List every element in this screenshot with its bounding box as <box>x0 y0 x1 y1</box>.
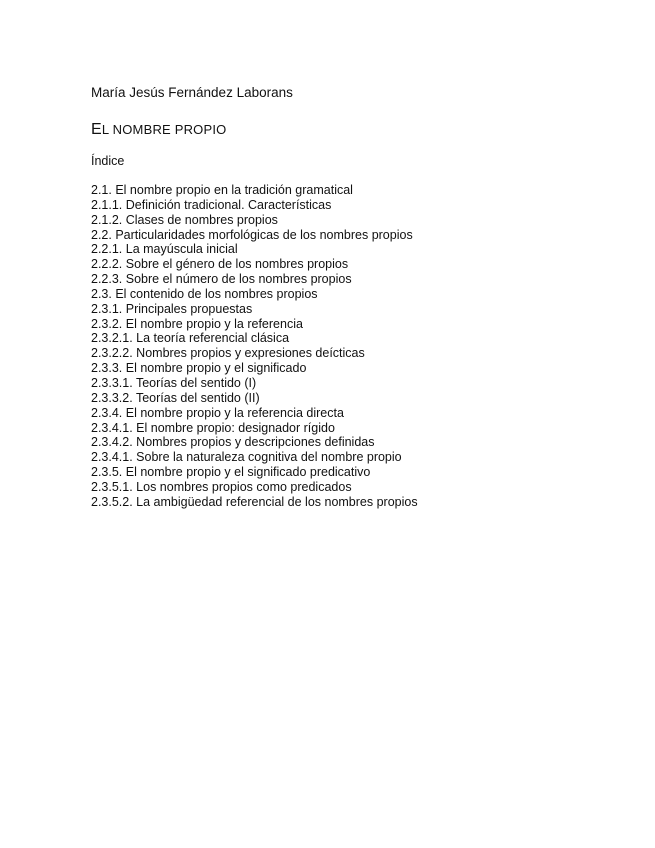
table-of-contents <box>91 183 418 510</box>
toc-entry: 2.3.2.2. Nombres propios y expresiones deícticas <box>91 346 365 361</box>
toc-entry: 2.2.1. La mayúscula inicial <box>91 242 238 257</box>
toc-entry: 2.3.1. Principales propuestas <box>91 301 253 316</box>
toc-entry: 2.3.5.2. La ambigüedad referencial de los nombres propios <box>91 494 418 509</box>
toc-entry: 2.1. El nombre propio en la tradición gramatical <box>91 183 353 197</box>
toc-entry: 2.3.4.2. Nombres propios y descripciones definidas <box>91 435 375 450</box>
title-first-word-rest: L <box>101 122 113 137</box>
toc-entry: 2.2.2. Sobre el género de los nombres propios <box>91 257 349 272</box>
author-name: María Jesús Fernández Laborans <box>91 85 293 100</box>
toc-entry: 2.3.4.1. El nombre propio: designador rígido <box>91 420 335 435</box>
toc-entry: 2.3.4. El nombre propio y la referencia directa <box>91 405 344 420</box>
toc-entry: 2.3.3.1. Teorías del sentido (I) <box>91 375 257 390</box>
title-initial: E <box>91 121 102 138</box>
toc-entry: 2.3.3. El nombre propio y el significado <box>91 361 307 376</box>
document-title <box>91 120 226 139</box>
toc-entry: 2.1.2. Clases de nombres propios <box>91 212 278 227</box>
toc-entry: 2.3.2.1. La teoría referencial clásica <box>91 331 290 346</box>
toc-entry: 2.2.3. Sobre el número de los nombres propios <box>91 272 352 287</box>
toc-entry: 2.2. Particularidades morfológicas de los nombres propios <box>91 227 413 242</box>
toc-entry: 2.3.4.1. Sobre la naturaleza cognitiva del nombre propio <box>91 450 402 465</box>
toc-entry: 2.1.1. Definición tradicional. Características <box>91 197 332 212</box>
title-rest: NOMBRE PROPIO <box>112 122 227 137</box>
toc-entry: 2.3.5.1. Los nombres propios como predicados <box>91 479 352 494</box>
toc-entry: 2.3.2. El nombre propio y la referencia <box>91 316 303 331</box>
toc-entry: 2.3.5. El nombre propio y el significado predicativo <box>91 465 371 480</box>
toc-entry: 2.3.3.2. Teorías del sentido (II) <box>91 390 260 405</box>
toc-entry: 2.3. El contenido de los nombres propios <box>91 286 318 301</box>
index-heading: Índice <box>91 154 125 168</box>
